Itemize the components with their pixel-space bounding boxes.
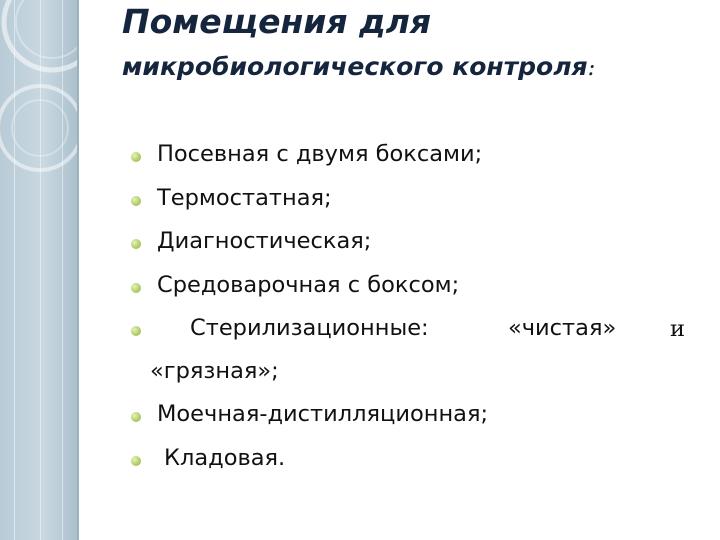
bullet-icon: [131, 239, 141, 249]
list-item-text: Стерилизационные:: [190, 315, 429, 341]
list-item-text: «чистая»: [508, 315, 617, 341]
bullet-icon: [131, 326, 141, 336]
list-item-text: и: [670, 316, 685, 342]
list-item-text: «грязная»;: [150, 358, 279, 384]
list-item-text: Средоварочная с боксом;: [157, 272, 460, 298]
slide-title-line-2: [122, 52, 595, 81]
bullet-icon: [131, 152, 141, 162]
list-item-text: Кладовая.: [164, 445, 286, 471]
list-item-text: Диагностическая;: [157, 228, 372, 254]
sidebar-edge: [77, 0, 79, 540]
bullet-icon: [131, 283, 141, 293]
list-item-text: Посевная с двумя боксами;: [157, 141, 483, 167]
list-item-text: Термостатная;: [157, 185, 332, 211]
sidebar-circles-decoration: [0, 0, 79, 540]
slide-title-colon: :: [587, 55, 596, 81]
bullet-icon: [131, 412, 141, 422]
bullet-icon: [131, 196, 141, 206]
slide-title-line-1: Помещения для: [122, 2, 432, 41]
bullet-icon: [131, 456, 141, 466]
slide-title-text: микробиологического контроля: [122, 52, 588, 81]
decorative-sidebar: [0, 0, 79, 540]
list-item-text: Моечная-дистилляционная;: [157, 401, 489, 427]
